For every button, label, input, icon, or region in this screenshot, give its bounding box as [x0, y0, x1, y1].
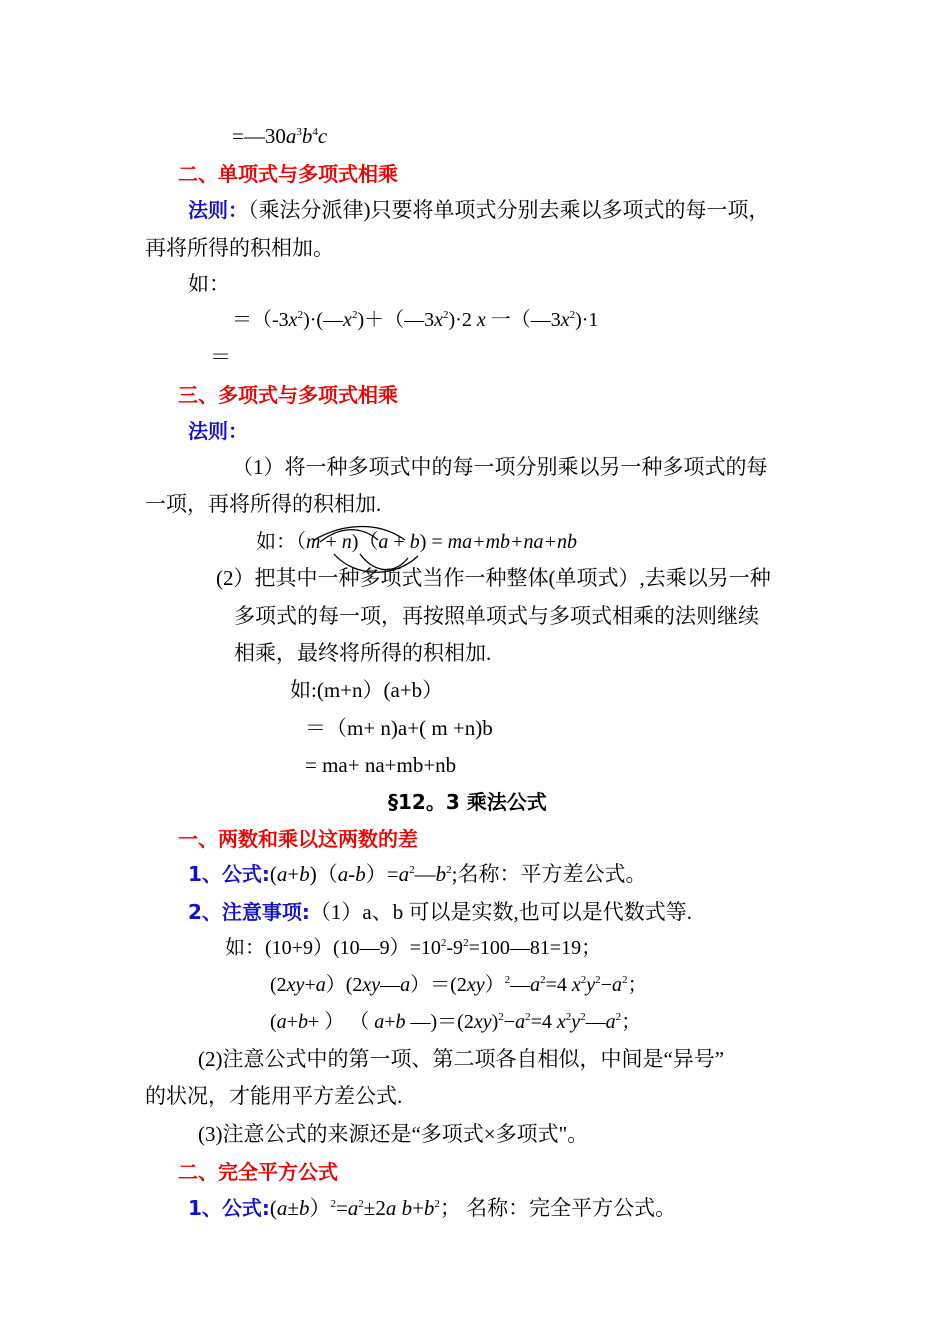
exponent: 2: [434, 1198, 440, 1210]
expr-text: 如：（: [256, 531, 306, 553]
expr-text: +: [320, 531, 342, 553]
rule-paragraph-2-cont: 相乘，最终将所得的积相加.: [234, 641, 492, 665]
var-a: a: [400, 974, 411, 996]
expr-text: )·2: [448, 309, 477, 331]
expr-text: (: [270, 1011, 277, 1033]
expr-result: ma+mb+na+nb: [447, 531, 578, 553]
expr-text: ）(2: [325, 974, 363, 996]
var-b: b: [401, 1196, 413, 1220]
expr-text: —)＝(2: [405, 1011, 474, 1033]
expr-text: ）=: [365, 862, 399, 886]
expr-text: ±2: [363, 1196, 386, 1220]
exponent: 2: [615, 1011, 622, 1023]
var-b: b: [301, 124, 313, 148]
formula-label: 1、公式:: [188, 862, 270, 886]
rule-paragraph-2: (2）把其中一种多项式当作一种整体(单项式）,去乘以另一种: [216, 566, 771, 590]
exponent: 2: [565, 1011, 572, 1023]
expr-text: (2: [270, 974, 287, 996]
rule-label: 法则：: [188, 419, 248, 443]
var-a: a: [276, 1011, 287, 1033]
exponent: 2: [498, 1011, 504, 1023]
expr-text: =100—81=19；: [468, 937, 602, 959]
exponent: 2: [540, 974, 546, 986]
expr-text: −: [600, 974, 612, 996]
exponent: 2: [446, 864, 452, 876]
note-paragraph-2: (2)注意公式中的第一项、第二项各自相似，中间是“异号”: [198, 1047, 725, 1071]
var-c: c: [317, 124, 328, 148]
exponent: 3: [296, 126, 302, 138]
expr-text: ): [491, 1011, 499, 1033]
exponent: 2: [297, 309, 304, 321]
expr-text: ）＝(2: [410, 974, 467, 996]
expr-text: + ） （: [307, 1011, 375, 1033]
expr-text: =4: [530, 1011, 557, 1033]
var-a: a: [276, 862, 288, 886]
formula-name: ； 名称：完全平方公式。: [439, 1196, 677, 1220]
note-paragraph-2-cont: 的状况，才能用平方差公式.: [145, 1084, 403, 1108]
formula-coef: =—30: [232, 124, 286, 148]
var-b: b: [395, 1011, 406, 1033]
exponent: 2: [595, 974, 601, 986]
var-x: x: [560, 309, 570, 331]
expr-text: −: [503, 1011, 516, 1033]
var-a: a: [374, 1011, 385, 1033]
var-x: x: [288, 309, 298, 331]
expr-text: —: [510, 974, 531, 996]
exponent: 2: [358, 1198, 364, 1210]
var-a: a: [285, 124, 297, 148]
exponent: 2: [621, 974, 628, 986]
var-x: x: [556, 1011, 566, 1033]
exponent: 2: [580, 974, 587, 986]
section-title-difference: 一、两数和乘以这两数的差: [178, 827, 418, 851]
expr-text: ；: [627, 974, 648, 996]
var-b: b: [297, 1011, 308, 1033]
expr-text: ）: [309, 1196, 331, 1220]
var-b: b: [423, 1196, 435, 1220]
var-a: a: [605, 1011, 616, 1033]
exponent: 2: [351, 309, 358, 321]
exponent: 2: [409, 864, 415, 876]
equals-line: ＝: [210, 345, 231, 369]
expr-text: —: [414, 862, 436, 886]
example-step-3: = ma+ na+mb+nb: [305, 753, 457, 777]
var-x: x: [343, 309, 352, 331]
section-title-poly-poly: 三、多项式与多项式相乘: [178, 383, 398, 407]
expr-text: (: [269, 862, 277, 886]
var-xy: xy: [466, 974, 485, 996]
notes-label: 2、注意事项:: [188, 900, 310, 924]
var-m: m: [306, 531, 321, 553]
expr-text: )·1: [575, 309, 599, 331]
note-paragraph-3: (3)注意公式的来源还是“多项式×多项式"。: [198, 1122, 589, 1146]
example-algebraic-1: [270, 971, 647, 999]
var-x: x: [476, 309, 486, 331]
var-a: a: [378, 531, 389, 553]
rule-text-continued: 再将所得的积相加。: [145, 236, 334, 260]
expr-text: =4: [545, 974, 572, 996]
expr-text: )＋（—3: [357, 309, 435, 331]
exponent: 2: [463, 937, 469, 949]
notes-text: （1）a、b 可以是实数,也可以是代数式等.: [309, 900, 692, 924]
expr-text: (: [269, 1196, 277, 1220]
expr-text: ±: [287, 1196, 299, 1220]
section-title-mono-poly: 二、单项式与多项式相乘: [178, 162, 398, 186]
rule-paragraph-1-cont: 一项，再将所得的积相加.: [145, 492, 382, 516]
expr-text: ）: [484, 974, 505, 996]
exponent: 2: [443, 309, 449, 321]
var-b: b: [435, 862, 447, 886]
exponent: 2: [525, 1011, 531, 1023]
rule-paragraph-mono-poly: [188, 196, 770, 224]
exponent: 2: [580, 1011, 586, 1023]
rule-paragraph-2-cont: 多项式的每一项，再按照单项式与多项式相乘的法则继续: [234, 604, 759, 628]
var-xy: xy: [286, 974, 305, 996]
var-a: a: [276, 1196, 288, 1220]
notes-paragraph: [188, 898, 692, 926]
expr-text: +: [304, 974, 316, 996]
var-a: a: [530, 974, 541, 996]
var-x: x: [571, 974, 581, 996]
example-label: 如：: [188, 272, 230, 296]
section-title-perfect-square: 二、完全平方公式: [178, 1160, 338, 1184]
expr-text: )（: [351, 531, 379, 553]
var-b: b: [298, 1196, 310, 1220]
example-expansion-line: [232, 306, 598, 334]
expr-text: —: [380, 974, 401, 996]
exponent: 2: [504, 974, 511, 986]
expr-text: —: [585, 1011, 606, 1033]
var-b: b: [299, 862, 310, 886]
expr-text: 如：(10+9）(10—9）=10: [225, 937, 441, 959]
expr-text: +: [388, 531, 410, 553]
var-b: b: [355, 862, 366, 886]
var-b: b: [409, 531, 420, 553]
expr-text: +: [384, 1011, 396, 1033]
expr-text: +: [286, 1011, 298, 1033]
var-a: a: [315, 974, 326, 996]
expr-text: )（: [309, 862, 338, 886]
expr-text: ): [419, 531, 427, 553]
formula-perfect-square: [188, 1194, 676, 1222]
expr-text: -9: [446, 937, 464, 959]
var-a: a: [337, 862, 349, 886]
exponent: 2: [440, 937, 447, 949]
expr-text: =: [335, 1196, 348, 1220]
var-a: a: [347, 1196, 359, 1220]
expr-text: ；: [621, 1011, 642, 1033]
section-heading: §12。3 乘法公式: [388, 790, 547, 814]
var-a: a: [611, 974, 622, 996]
example-step-2: ＝（m+ n)a+( m +n)b: [305, 716, 493, 740]
expr-text: ＝（-3: [232, 309, 289, 331]
var-xy: xy: [362, 974, 381, 996]
var-y: y: [571, 1011, 581, 1033]
formula-result-line: [232, 122, 327, 150]
rule-paragraph-1: （1）将一种多项式中的每一项分别乘以另一种多项式的每: [232, 455, 768, 479]
expr-text: =: [426, 531, 448, 553]
exponent: 2: [330, 1198, 336, 1210]
formula-difference-of-squares: [188, 860, 646, 888]
var-x: x: [434, 309, 443, 331]
example-step-1: 如:(m+n）(a+b）: [290, 678, 444, 702]
var-y: y: [586, 974, 596, 996]
expr-text: )·(—: [303, 309, 344, 331]
expr-text: +: [287, 862, 300, 886]
formula-name: ;名称：平方差公式。: [451, 862, 647, 886]
example-numeric: [225, 934, 601, 962]
expr-text: 一（—3: [485, 309, 561, 331]
rule-text: （乘法分派律)只要将单项式分别去乘以多项式的每一项，: [248, 198, 770, 222]
var-a: a: [385, 1196, 397, 1220]
expr-text: +: [412, 1196, 424, 1220]
example-distributive: [256, 528, 577, 556]
var-n: n: [341, 531, 352, 553]
rule-label: 法则：: [188, 198, 248, 222]
exponent: 4: [312, 126, 318, 138]
example-algebraic-2: [270, 1008, 641, 1036]
formula-label: 1、公式:: [188, 1196, 270, 1220]
var-a: a: [398, 862, 410, 886]
exponent: 2: [569, 309, 576, 321]
var-a: a: [515, 1011, 526, 1033]
expr-text: -: [348, 862, 356, 886]
var-xy: xy: [473, 1011, 492, 1033]
